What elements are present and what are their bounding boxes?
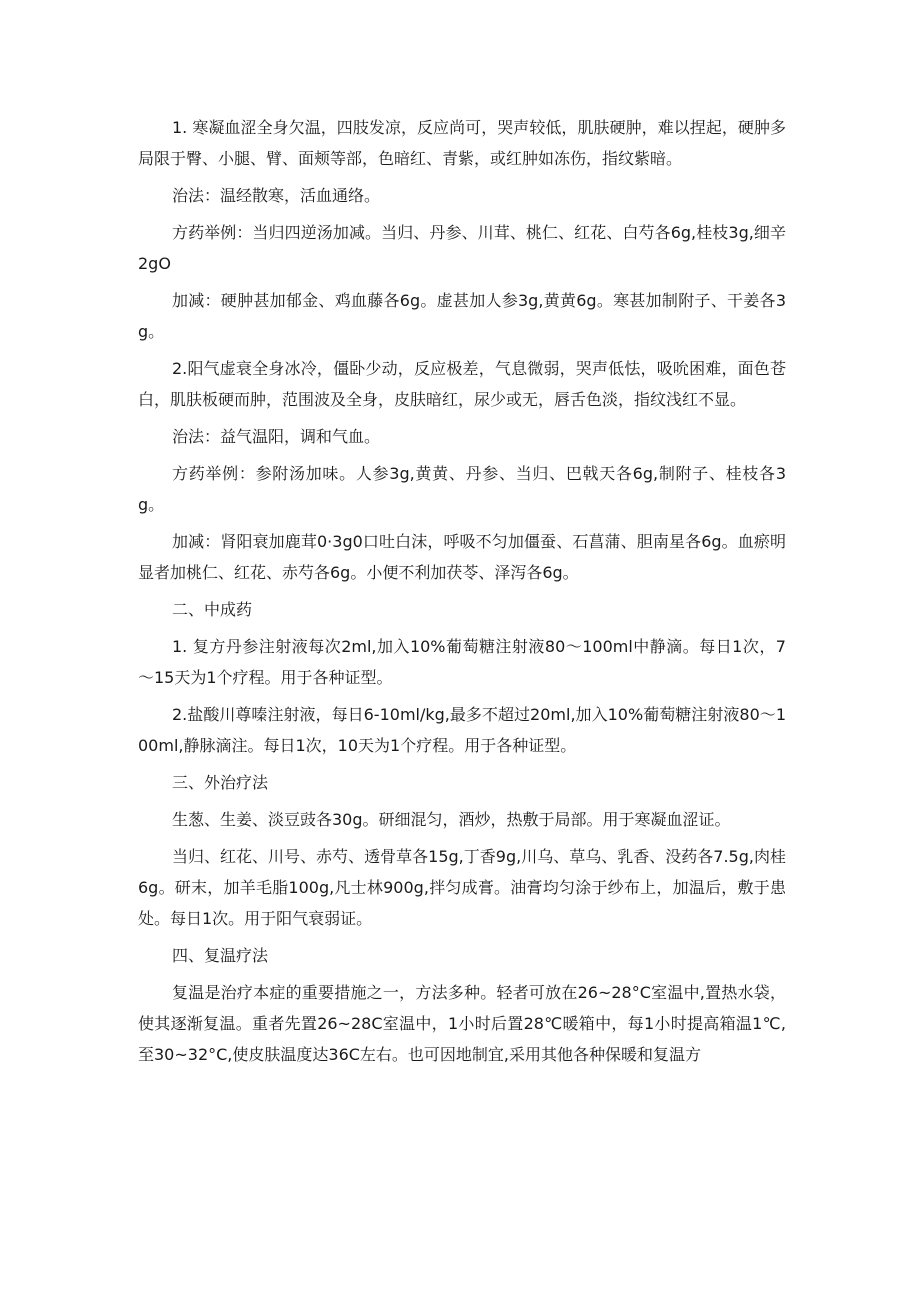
paragraph-prescription-1: 方药举例：当归四逆汤加减。当归、丹参、川茸、桃仁、红花、白芍各6g,桂枝3g,细辛2gO bbox=[138, 223, 786, 273]
paragraph-rewarming-therapy: 复温是治疗本症的重要措施之一，方法多种。轻者可放在26~28°C室温中,置热水袋，使其逐渐复温。重者先置26~28C室温中，1小时后置28℃暖箱中，每1小时提高箱温1℃,至30~32°C,使皮肤温度达36C左右。也可因地制宜,采用其他各种保暖和复温方 bbox=[138, 983, 786, 1064]
paragraph-external-therapy-1: 生葱、生姜、淡豆豉各30g。研细混匀，酒炒，热敷于局部。用于寒凝血涩证。 bbox=[172, 810, 731, 829]
paragraph-treatment-2: 治法：益气温阳，调和气血。 bbox=[172, 427, 381, 446]
paragraph-prescription-2: 方药举例：参附汤加味。人参3g,黄黄、丹参、当归、巴戟天各6g,制附子、桂枝各3g。 bbox=[138, 464, 786, 514]
document-body bbox=[138, 112, 786, 1076]
paragraph-patent-medicine-2: 2.盐酸川尊嗪注射液，每日6-10ml/kg,最多不超过20ml,加入10%葡萄糖注射液80～100ml,静脉滴注。每日1次，10天为1个疗程。用于各种证型。 bbox=[138, 705, 786, 755]
paragraph-modification-1: 加减：硬肿甚加郁金、鸡血藤各6g。虚甚加人参3g,黄黄6g。寒甚加制附子、干姜各3g。 bbox=[138, 291, 786, 341]
paragraph-cold-stasis-syndrome: 1. 寒凝血涩全身欠温，四肢发凉，反应尚可，哭声较低，肌肤硬肿，难以捏起，硬肿多局限于臀、小腿、臂、面颊等部，色暗红、青紫，或红肿如冻伤，指纹紫暗。 bbox=[138, 118, 786, 168]
paragraph-patent-medicine-1: 1. 复方丹参注射液每次2ml,加入10%葡萄糖注射液80～100ml中静滴。每日1次，7～15天为1个疗程。用于各种证型。 bbox=[138, 637, 786, 687]
section-heading-patent-medicine: 二、中成药 bbox=[172, 600, 253, 619]
section-heading-rewarming-therapy: 四、复温疗法 bbox=[172, 946, 269, 965]
paragraph-external-therapy-2: 当归、红花、川号、赤芍、透骨草各15g,丁香9g,川乌、草乌、乳香、没药各7.5g,肉桂6g。研末，加羊毛脂100g,凡士林900g,拌匀成膏。油膏均匀涂于纱布上，加温后，敷于患处。每日1次。用于阳气衰弱证。 bbox=[138, 847, 786, 928]
paragraph-modification-2: 加减：肾阳衰加鹿茸0·3g0口吐白沫，呼吸不匀加僵蚕、石菖蒲、胆南星各6g。血瘀明显者加桃仁、红花、赤芍各6g。小便不利加茯苓、泽泻各6g。 bbox=[138, 532, 786, 582]
paragraph-treatment-1: 治法：温经散寒，活血通络。 bbox=[172, 186, 381, 205]
section-heading-external-therapy: 三、外治疗法 bbox=[172, 773, 269, 792]
paragraph-yang-deficiency-syndrome: 2.阳气虚衰全身冰冷，僵卧少动，反应极差，气息微弱，哭声低怯，吸吮困难，面色苍白，肌肤板硬而肿，范围波及全身，皮肤暗红，尿少或无，唇舌色淡，指纹浅红不显。 bbox=[138, 359, 786, 409]
